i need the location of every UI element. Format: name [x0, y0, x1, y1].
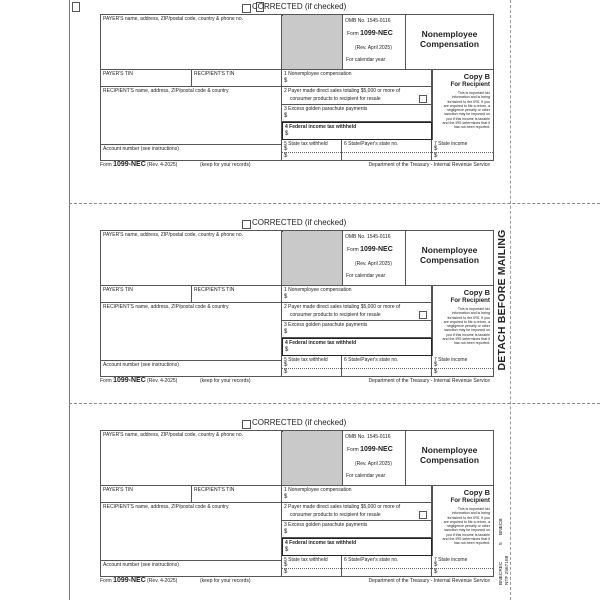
box-1-cell[interactable] [282, 15, 283, 16]
recipient-notice [442, 307, 490, 346]
payer-name-cell[interactable] [101, 431, 282, 486]
box-5-state-tax-withheld[interactable] [282, 556, 342, 576]
shaded-box [282, 15, 343, 70]
notice-line: and the IRS determines that it [442, 537, 490, 542]
notice-line: and the IRS determines that it [442, 121, 490, 126]
box-6-label: 6 State/Payer's state no. [344, 141, 399, 147]
notice-line: This is important tax [457, 507, 490, 511]
box-7-divider [432, 152, 493, 153]
footer-form-number: 1099-NEC [113, 377, 146, 384]
perforation-line-2 [69, 403, 600, 404]
corrected-checkbox[interactable] [242, 220, 251, 229]
side-code-bnecb: BNECB [499, 518, 504, 535]
recipient-name-cell[interactable] [101, 303, 282, 361]
box-5-state-tax-withheld[interactable] [282, 356, 342, 376]
notice-line: and the IRS determines that it [442, 337, 490, 342]
footer-form-word: Form [100, 378, 112, 384]
box-5-label: 5 State tax withheld [284, 557, 328, 563]
box-1-dollar: $ [284, 494, 288, 500]
for-recipient-label: For Recipient [450, 81, 490, 88]
box-4-dollar: $ [285, 131, 289, 137]
form-title [406, 29, 493, 49]
footer-revision: (Rev. 4-2025) [147, 162, 178, 168]
account-number-cell[interactable] [101, 361, 282, 376]
box-6-label: 6 State/Payer's state no. [344, 357, 399, 363]
box-6-state-payer-no[interactable] [342, 140, 432, 160]
omb-number: OMB No. 1545-0116 [345, 18, 391, 24]
recipient-tin-label: RECIPIENT'S TIN [194, 287, 235, 293]
box-4-label: 4 Federal income tax withheld [285, 540, 357, 546]
box-4-dollar: $ [285, 547, 289, 553]
box-5-divider [282, 368, 341, 369]
copy-b-panel [432, 486, 493, 556]
title-line-1: Nonemployee [421, 245, 478, 255]
notice-line: are required to file a return, a [443, 519, 490, 524]
detach-before-mailing-text: DETACH BEFORE MAILING [496, 229, 508, 371]
box-7-dollar-2: $ [434, 153, 438, 159]
footer-form-number: 1099-NEC [113, 161, 146, 168]
notice-line: furnished to the IRS. If you [447, 99, 490, 104]
box-4-federal-tax-withheld[interactable] [282, 538, 432, 556]
notice-line: information and is being [451, 311, 490, 316]
box-4-dollar: $ [285, 347, 289, 353]
revision-date: (Rev. April 2025) [355, 45, 392, 51]
box-7-dollar-1: $ [434, 362, 438, 368]
payer-name-label: PAYER'S name, address, ZIP/postal code, country & phone no. [103, 232, 244, 238]
box-4-label: 4 Federal income tax withheld [285, 340, 357, 346]
footer-form-id [100, 577, 177, 584]
shaded-box [282, 231, 343, 286]
notice-line: information and is being [451, 511, 490, 516]
calendar-year-label: For calendar year [346, 273, 386, 279]
form-number: 1099-NEC [360, 246, 393, 253]
box-5-dollar-1: $ [284, 362, 288, 368]
box-7-label: 7 State income [434, 141, 468, 147]
omb-number: OMB No. 1545-0116 [345, 234, 391, 240]
form-1099-nec [100, 430, 494, 577]
notice-line: This is important tax [457, 307, 490, 311]
form-number-line [347, 447, 393, 453]
form-word: Form [347, 247, 359, 253]
recipient-name-cell[interactable] [101, 503, 282, 561]
box-1-nonemployee-compensation[interactable] [282, 486, 432, 503]
recipient-name-cell[interactable] [101, 87, 282, 145]
box-2-checkbox[interactable] [419, 511, 427, 519]
form-title [406, 245, 493, 265]
form-copy [100, 420, 495, 590]
box-2-direct-sales[interactable] [282, 303, 432, 321]
box-7-divider [432, 568, 493, 569]
notice-line: information and is being [451, 95, 490, 100]
box-1-label: 1 Nonemployee compensation [284, 487, 352, 493]
box-5-state-tax-withheld[interactable] [282, 140, 342, 160]
box-6-state-payer-no[interactable] [342, 356, 432, 376]
notice-line: negligence penalty or other [446, 324, 490, 329]
omb-cell [343, 231, 406, 286]
box-5-label: 5 State tax withheld [284, 357, 328, 363]
box-7-dollar-2: $ [434, 569, 438, 575]
box-4-label: 4 Federal income tax withheld [285, 124, 357, 130]
box-1-label: 1 Nonemployee compensation [284, 287, 352, 293]
account-number-cell[interactable] [101, 145, 282, 160]
side-code-ntf: NTF 2567168 [505, 555, 510, 585]
box-7-dollar-1: $ [434, 562, 438, 568]
payer-tin-label: PAYER'S TIN [103, 287, 133, 293]
box-2-label-line-2: consumer products to recipient for resale [290, 96, 381, 102]
recipient-name-label: RECIPIENT'S name, address, ZIP/postal code & country [103, 304, 229, 310]
footer-form-word: Form [100, 162, 112, 168]
left-edge-line [69, 0, 70, 600]
form-number-line [347, 31, 393, 37]
box-6-divider [342, 368, 431, 369]
box-7-state-income[interactable] [432, 140, 493, 160]
box-4-federal-tax-withheld[interactable] [282, 338, 432, 356]
form-copy [100, 220, 495, 390]
box-1-cell[interactable] [282, 231, 283, 232]
recipient-notice [442, 507, 490, 546]
copy-b-label: Copy B [463, 288, 490, 297]
box-2-label-line-1: 2 Payer made direct sales totaling $5,000 or more of [284, 88, 401, 94]
box-3-dollar: $ [284, 113, 288, 119]
notice-line: sanction may be imposed on [444, 112, 490, 117]
notice-line: are required to file a return, a [443, 319, 490, 324]
title-line-1: Nonemployee [421, 29, 478, 39]
revision-date: (Rev. April 2025) [355, 461, 392, 467]
footer-department: Department of the Treasury - Internal Revenue Service [368, 162, 490, 168]
recipient-name-label: RECIPIENT'S name, address, ZIP/postal code & country [103, 504, 229, 510]
footer-keep-records: (keep for your records) [200, 378, 251, 384]
recipient-tin-label: RECIPIENT'S TIN [194, 71, 235, 77]
footer-form-id [100, 161, 177, 168]
box-3-golden-parachute[interactable] [282, 321, 432, 338]
box-2-label-line-1: 2 Payer made direct sales totaling $5,000 or more of [284, 504, 401, 510]
side-code-bnecrec: BNECREC [499, 561, 504, 585]
footer-revision: (Rev. 4-2025) [147, 378, 178, 384]
box-1-label: 1 Nonemployee compensation [284, 71, 352, 77]
notice-line: sanction may be imposed on [444, 328, 490, 333]
footer-keep-records: (keep for your records) [200, 162, 251, 168]
payer-name-cell[interactable] [101, 231, 282, 286]
form-word: Form [347, 31, 359, 37]
title-line-2: Compensation [419, 255, 480, 265]
box-2-label-line-2: consumer products to recipient for resale [290, 312, 381, 318]
form-number-line [347, 247, 393, 253]
footer-form-number: 1099-NEC [113, 577, 146, 584]
box-2-label-line-1: 2 Payer made direct sales totaling $5,000 or more of [284, 304, 401, 310]
box-3-label: 3 Excess golden parachute payments [284, 106, 368, 112]
box-3-golden-parachute[interactable] [282, 105, 432, 122]
for-recipient-label: For Recipient [450, 297, 490, 304]
copy-b-label: Copy B [463, 488, 490, 497]
notice-line: are required to file a return, a [443, 103, 490, 108]
form-1099-nec [100, 230, 494, 377]
title-cell [406, 431, 493, 486]
copy-b-panel [432, 286, 493, 356]
revision-date: (Rev. April 2025) [355, 261, 392, 267]
form-number: 1099-NEC [360, 446, 393, 453]
corrected-checkbox[interactable] [242, 4, 251, 13]
payer-name-label: PAYER'S name, address, ZIP/postal code, country & phone no. [103, 16, 244, 22]
recipient-tin-cell[interactable] [192, 286, 282, 303]
box-5-dollar-2: $ [284, 369, 288, 375]
box-5-dollar-1: $ [284, 146, 288, 152]
box-6-label: 6 State/Payer's state no. [344, 557, 399, 563]
box-7-divider [432, 368, 493, 369]
box-3-dollar: $ [284, 329, 288, 335]
calendar-year-label: For calendar year [346, 473, 386, 479]
recipient-notice [442, 91, 490, 130]
payer-tin-cell[interactable] [101, 486, 192, 503]
box-2-checkbox[interactable] [419, 95, 427, 103]
box-5-dollar-2: $ [284, 153, 288, 159]
notice-line: has not been reported. [453, 341, 490, 346]
box-5-label: 5 State tax withheld [284, 141, 328, 147]
form-copy [100, 4, 495, 174]
form-word: Form [347, 447, 359, 453]
notice-line: furnished to the IRS. If you [447, 515, 490, 520]
box-4-federal-tax-withheld[interactable] [282, 122, 432, 140]
corrected-label: CORRECTED (if checked) [252, 218, 347, 227]
box-5-divider [282, 568, 341, 569]
box-1-nonemployee-compensation[interactable] [282, 286, 432, 303]
box-2-checkbox[interactable] [419, 311, 427, 319]
notice-line: has not been reported. [453, 125, 490, 130]
form-title [406, 445, 493, 465]
copy-b-label: Copy B [463, 72, 490, 81]
perforation-line-1 [69, 203, 600, 204]
box-7-label: 7 State income [434, 557, 468, 563]
account-number-label: Account number (see instructions) [103, 562, 179, 568]
notice-line: you if this income is taxable [446, 116, 490, 121]
shaded-box [282, 431, 343, 486]
box-7-label: 7 State income [434, 357, 468, 363]
account-number-label: Account number (see instructions) [103, 146, 179, 152]
box-7-dollar-2: $ [434, 369, 438, 375]
payer-tin-label: PAYER'S TIN [103, 71, 133, 77]
corrected-label: CORRECTED (if checked) [252, 2, 347, 11]
recipient-tin-cell[interactable] [192, 70, 282, 87]
omb-number: OMB No. 1545-0116 [345, 434, 391, 440]
title-line-2: Compensation [419, 39, 480, 49]
payer-tin-label: PAYER'S TIN [103, 487, 133, 493]
recipient-tin-cell[interactable] [192, 486, 282, 503]
box-6-state-payer-no[interactable] [342, 556, 432, 576]
notice-line: has not been reported. [453, 541, 490, 546]
box-3-golden-parachute[interactable] [282, 521, 432, 538]
box-7-dollar-1: $ [434, 146, 438, 152]
notice-line: sanction may be imposed on [444, 528, 490, 533]
notice-line: you if this income is taxable [446, 332, 490, 337]
account-number-label: Account number (see instructions) [103, 362, 179, 368]
footer-form-id [100, 377, 177, 384]
footer-form-word: Form [100, 578, 112, 584]
notice-line: you if this income is taxable [446, 532, 490, 537]
box-7-state-income[interactable] [432, 356, 493, 376]
box-2-direct-sales[interactable] [282, 503, 432, 521]
recipient-name-label: RECIPIENT'S name, address, ZIP/postal code & country [103, 88, 229, 94]
notice-line: negligence penalty or other [446, 108, 490, 113]
notice-line: furnished to the IRS. If you [447, 315, 490, 320]
title-line-1: Nonemployee [421, 445, 478, 455]
box-1-dollar: $ [284, 294, 288, 300]
notice-line: negligence penalty or other [446, 524, 490, 529]
registration-mark-left [72, 2, 80, 12]
title-line-2: Compensation [419, 455, 480, 465]
for-recipient-label: For Recipient [450, 497, 490, 504]
box-5-dollar-1: $ [284, 562, 288, 568]
omb-cell [343, 431, 406, 486]
box-7-state-income[interactable] [432, 556, 493, 576]
box-1-dollar: $ [284, 78, 288, 84]
payer-name-cell[interactable] [101, 15, 282, 70]
omb-cell [343, 15, 406, 70]
footer-department: Department of the Treasury - Internal Revenue Service [368, 378, 490, 384]
box-6-divider [342, 568, 431, 569]
title-cell [406, 15, 493, 70]
payer-name-label: PAYER'S name, address, ZIP/postal code, country & phone no. [103, 432, 244, 438]
box-3-label: 3 Excess golden parachute payments [284, 522, 368, 528]
corrected-label: CORRECTED (if checked) [252, 418, 347, 427]
box-3-label: 3 Excess golden parachute payments [284, 322, 368, 328]
box-1-cell[interactable] [282, 431, 283, 432]
account-number-cell[interactable] [101, 561, 282, 576]
recipient-tin-label: RECIPIENT'S TIN [194, 487, 235, 493]
box-3-dollar: $ [284, 529, 288, 535]
box-6-divider [342, 152, 431, 153]
footer-department: Department of the Treasury - Internal Revenue Service [368, 578, 490, 584]
notice-line: This is important tax [457, 91, 490, 95]
box-2-label-line-2: consumer products to recipient for resale [290, 512, 381, 518]
calendar-year-label: For calendar year [346, 57, 386, 63]
payer-tin-cell[interactable] [101, 70, 192, 87]
title-cell [406, 231, 493, 286]
box-5-dollar-2: $ [284, 569, 288, 575]
corrected-checkbox[interactable] [242, 420, 251, 429]
copy-b-panel [432, 70, 493, 140]
side-code-5: 5 [499, 542, 504, 545]
footer-keep-records: (keep for your records) [200, 578, 251, 584]
box-2-direct-sales[interactable] [282, 87, 432, 105]
form-1099-nec [100, 14, 494, 161]
box-1-nonemployee-compensation[interactable] [282, 70, 432, 87]
payer-tin-cell[interactable] [101, 286, 192, 303]
footer-revision: (Rev. 4-2025) [147, 578, 178, 584]
form-number: 1099-NEC [360, 30, 393, 37]
box-5-divider [282, 152, 341, 153]
